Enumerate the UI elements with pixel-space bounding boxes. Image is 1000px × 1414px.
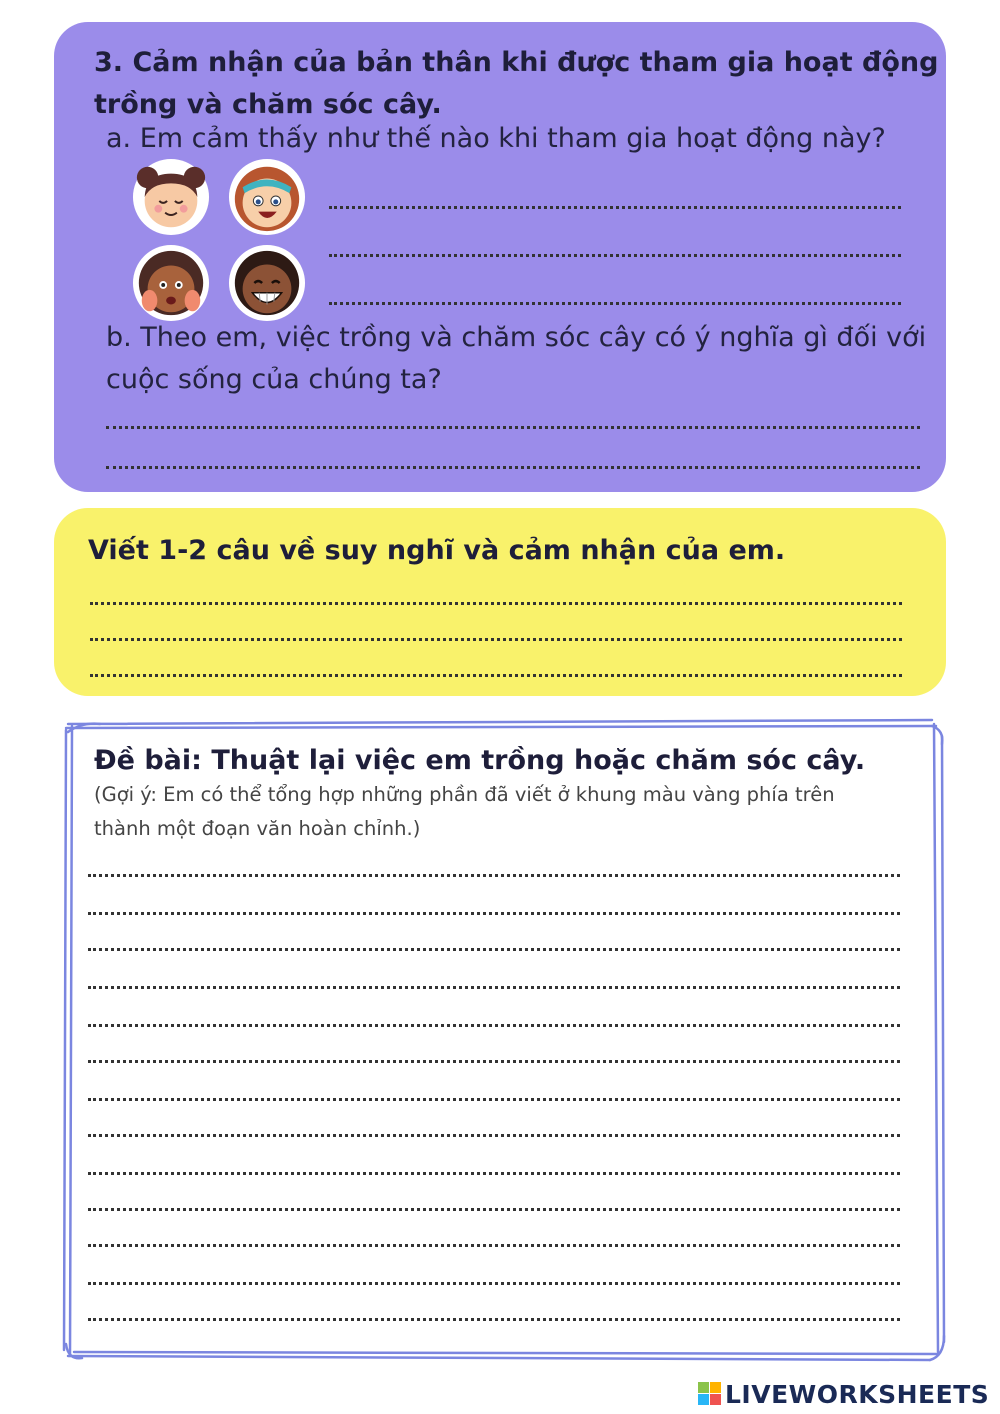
essay-line-13[interactable] [88,1318,900,1321]
reflection-line-1[interactable] [90,602,902,605]
essay-line-5[interactable] [88,1024,900,1027]
essay-line-2[interactable] [88,912,900,915]
excited-girl-face-icon [228,158,306,236]
essay-title: Đề bài: Thuật lại việc em trồng hoặc chăm sóc cây. [94,745,866,776]
essay-hint-line1: (Gợi ý: Em có thể tổng hợp những phần đã viết ở khung màu vàng phía trên [94,783,835,806]
essay-line-11[interactable] [88,1244,900,1247]
essay-line-6[interactable] [88,1060,900,1063]
answer-line-a3[interactable] [329,302,901,305]
reflection-line-2[interactable] [90,638,902,641]
laughing-boy-face-icon [228,244,306,322]
essay-line-7[interactable] [88,1098,900,1101]
liveworksheets-logo [698,1380,989,1408]
question-b-line2: cuộc sống của chúng ta? [106,364,442,395]
answer-line-a1[interactable] [329,206,901,209]
essay-line-4[interactable] [88,986,900,989]
reflection-prompt: Viết 1-2 câu về suy nghĩ và cảm nhận của em. [88,535,786,566]
answer-line-b2[interactable] [106,466,920,469]
essay-line-12[interactable] [88,1282,900,1285]
essay-line-1[interactable] [88,874,900,877]
essay-line-9[interactable] [88,1172,900,1175]
answer-line-b1[interactable] [106,426,920,429]
shocked-girl-face-icon [132,244,210,322]
section-title-line1: 3. Cảm nhận của bản thân khi được tham gia hoạt động [94,47,939,78]
section-title-line2: trồng và chăm sóc cây. [94,89,442,120]
answer-line-a2[interactable] [329,254,901,257]
feelings-section [54,22,946,492]
question-b-line1: b. Theo em, việc trồng và chăm sóc cây có ý nghĩa gì đối với [106,322,927,353]
essay-section [60,716,948,1364]
essay-line-10[interactable] [88,1208,900,1211]
calm-girl-face-icon [132,158,210,236]
essay-hint-line2: thành một đoạn văn hoàn chỉnh.) [94,817,421,840]
reflection-line-3[interactable] [90,674,902,677]
liveworksheets-logo-icon [698,1382,722,1406]
question-a: a. Em cảm thấy như thế nào khi tham gia hoạt động này? [106,123,886,154]
reflection-section [54,508,946,696]
logo-text: LIVEWORKSHEETS [725,1379,990,1409]
essay-line-8[interactable] [88,1134,900,1137]
essay-line-3[interactable] [88,948,900,951]
